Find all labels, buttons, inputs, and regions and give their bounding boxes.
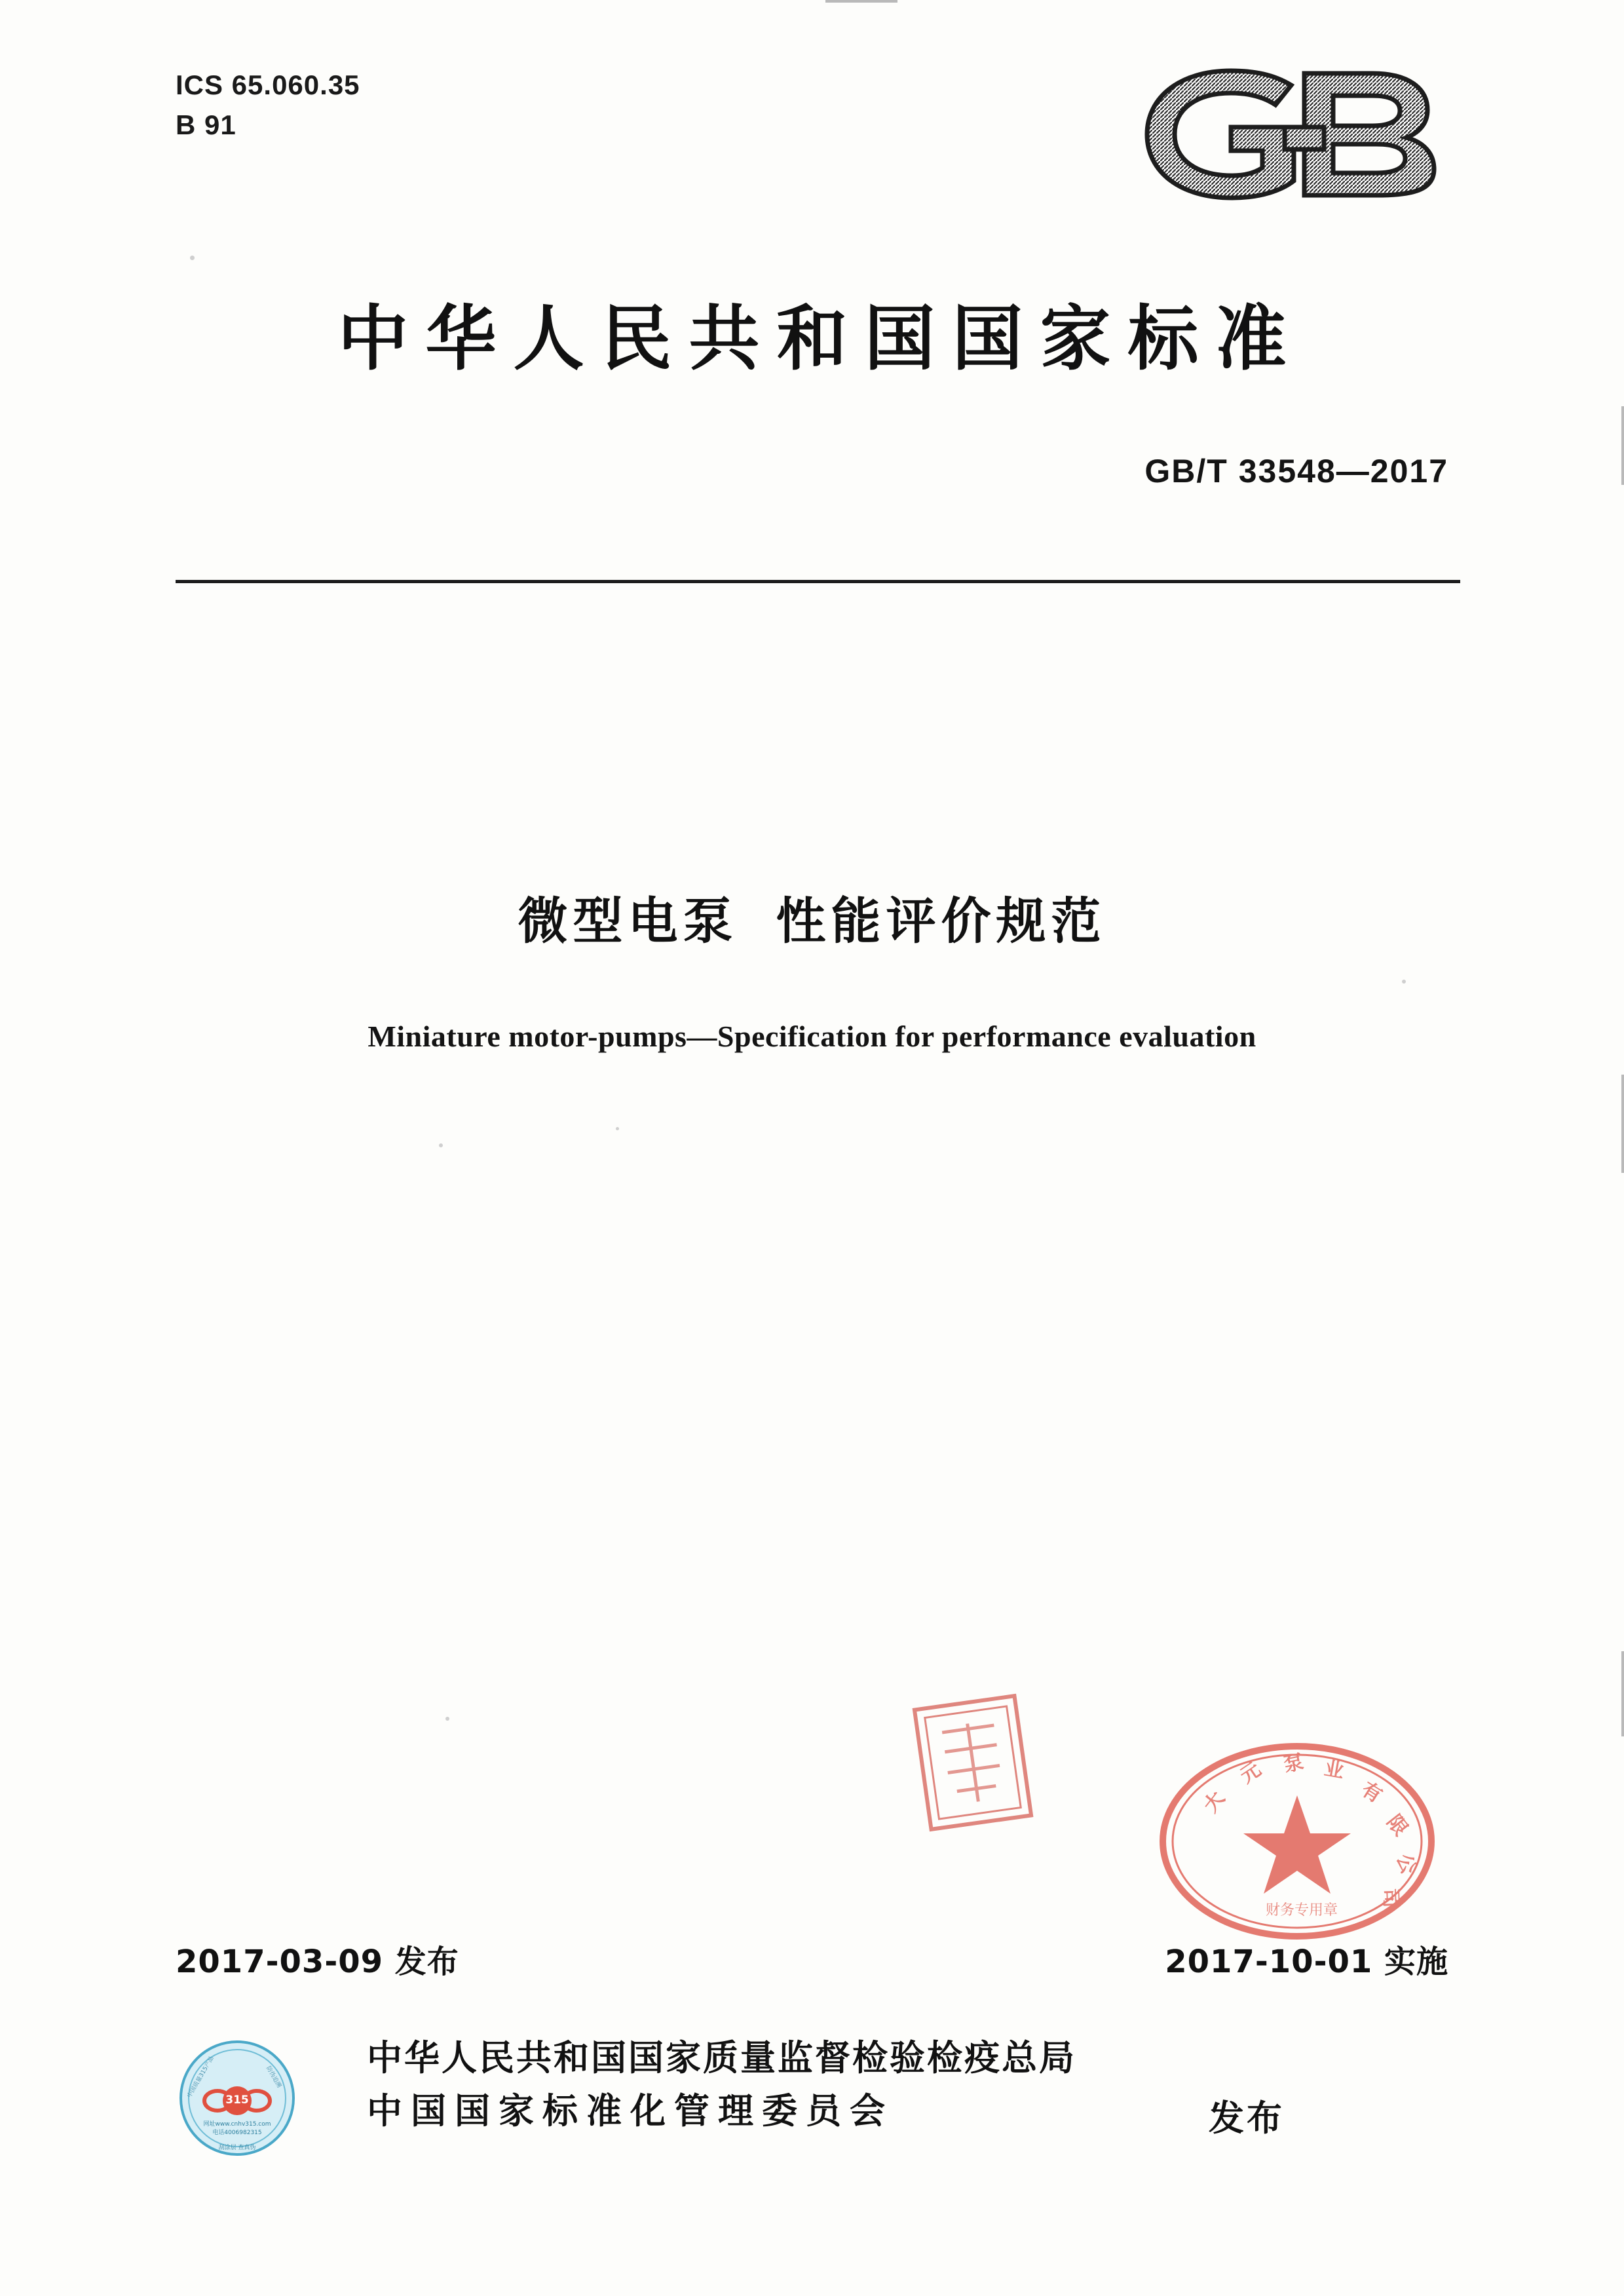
- header-divider: [176, 580, 1460, 583]
- square-stamp-icon: [909, 1690, 1037, 1835]
- footer: [0, 2025, 1624, 2195]
- document-title-cn: [0, 881, 1624, 953]
- document-title-cn-part1: 微型电泵: [518, 892, 738, 950]
- publisher-line-1: 中华人民共和国国家质量监督检验检疫总局: [367, 2037, 1076, 2078]
- implementation-date: 2017-10-01 实施: [1165, 1943, 1448, 1980]
- scan-speck: [190, 256, 195, 260]
- svg-text:限: 限: [1382, 1810, 1412, 1841]
- svg-text:315: 315: [225, 2094, 249, 2107]
- seal-phone-text: 电话4006982315: [212, 2130, 262, 2136]
- svg-text:司: 司: [1378, 1888, 1403, 1909]
- svg-text:防伪追溯: 防伪追溯: [265, 2065, 282, 2090]
- seal-url-text: 网址www.cnhv315.com: [203, 2121, 271, 2128]
- ics-block: [176, 66, 360, 145]
- scan-speck: [445, 1717, 449, 1721]
- svg-text:财务专用章: 财务专用章: [1266, 1902, 1338, 1919]
- svg-text:中国质量315产品: 中国质量315产品: [186, 2055, 216, 2099]
- publisher-line-2: 中国国家标准化管理委员会: [367, 2090, 894, 2132]
- svg-text:业: 业: [1322, 1757, 1346, 1784]
- national-standard-title: 中华人民共和国国家标准: [337, 298, 1304, 380]
- document-title-en: Miniature motor-pumps—Specification for performance evaluation: [368, 1020, 1256, 1053]
- svg-text:元: 元: [1236, 1757, 1266, 1788]
- issue-date: 2017-03-09 发布: [176, 1943, 459, 1980]
- round-company-stamp-icon: [1153, 1740, 1441, 1943]
- classification-code: B 91: [176, 109, 236, 140]
- scan-speck: [1402, 980, 1406, 984]
- document-title-cn-part2: 性能评价规范: [776, 892, 1106, 950]
- publish-label: 发布: [1209, 2097, 1285, 2139]
- publisher-organization: [367, 2031, 1076, 2137]
- svg-text:泵: 泵: [1281, 1750, 1306, 1777]
- scan-edge-mark: [825, 0, 897, 3]
- gb-logo-icon: [1133, 59, 1460, 210]
- scan-edge-mark: [1621, 406, 1624, 485]
- standard-number: GB/T 33548—2017: [1144, 453, 1448, 489]
- anti-counterfeit-seal-icon: [177, 2038, 298, 2159]
- scan-edge-mark: [1621, 1651, 1624, 1736]
- svg-text:有: 有: [1357, 1778, 1386, 1808]
- scan-speck: [439, 1143, 443, 1147]
- svg-text:公: 公: [1391, 1850, 1420, 1877]
- ics-code: ICS 65.060.35: [176, 69, 360, 100]
- svg-text:大: 大: [1199, 1787, 1230, 1817]
- scan-speck: [616, 1127, 619, 1130]
- seal-scratch-text: 刮涂层 查真伪: [218, 2145, 256, 2151]
- scan-edge-mark: [1621, 1075, 1624, 1173]
